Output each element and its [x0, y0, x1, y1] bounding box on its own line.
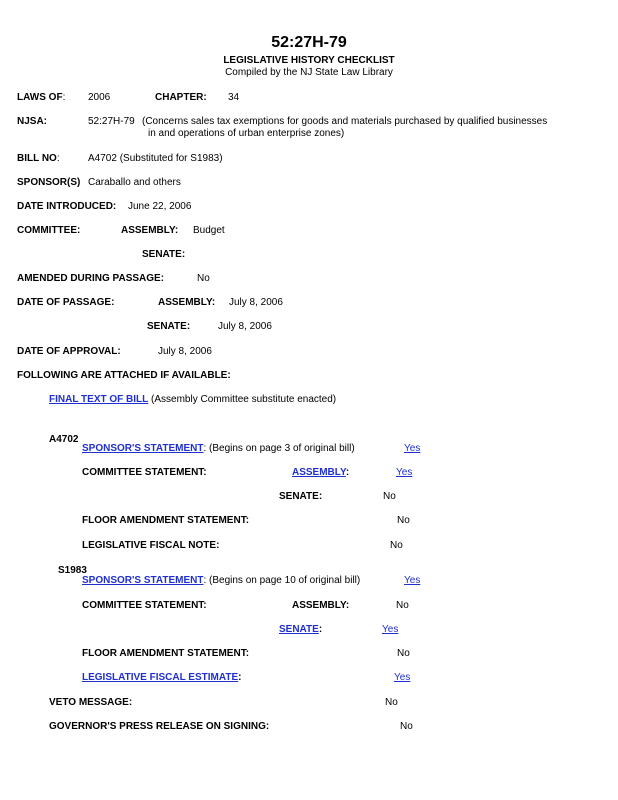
s1983-floor-label: FLOOR AMENDMENT STATEMENT:: [82, 648, 250, 659]
a4702-sponsor-note: : (Begins on page 3 of original bill): [203, 443, 355, 454]
a4702-floor-value: No: [397, 515, 410, 526]
s1983-label: S1983: [58, 565, 87, 576]
a4702-senate-label: SENATE:: [279, 491, 323, 502]
passage-assembly-value: July 8, 2006: [229, 297, 283, 308]
s1983-assembly-value: No: [396, 600, 409, 611]
date-introduced-value: June 22, 2006: [128, 201, 192, 212]
veto-label: VETO MESSAGE:: [49, 697, 133, 708]
njsa-description-line1: (Concerns sales tax exemptions for goods and materials purchased by qualified businesses: [142, 116, 548, 127]
page-title: 52:27H-79: [271, 34, 347, 51]
amended-value: No: [197, 273, 210, 284]
date-introduced-label: DATE INTRODUCED:: [17, 201, 117, 212]
approval-label: DATE OF APPROVAL:: [17, 346, 121, 357]
s1983-sponsor-statement-link[interactable]: SPONSOR'S STATEMENT: [82, 575, 204, 586]
s1983-committee-label: COMMITTEE STATEMENT:: [82, 600, 207, 611]
a4702-senate-value: No: [383, 491, 396, 502]
a4702-sponsor-row: [82, 443, 355, 455]
s1983-fiscal-yes-link[interactable]: Yes: [394, 672, 411, 683]
njsa-description-line2: in and operations of urban enterprise zones): [148, 128, 345, 139]
page-subtitle: LEGISLATIVE HISTORY CHECKLIST: [223, 55, 395, 66]
press-release-label: GOVERNOR'S PRESS RELEASE ON SIGNING:: [49, 721, 270, 732]
sponsor-value: Caraballo and others: [88, 177, 181, 188]
a4702-assembly-yes-link[interactable]: Yes: [396, 467, 413, 478]
final-text-link[interactable]: FINAL TEXT OF BILL: [49, 394, 149, 405]
bill-no-label: BILL NO: [17, 153, 57, 164]
approval-value: July 8, 2006: [158, 346, 212, 357]
s1983-fiscal-colon: :: [238, 672, 242, 683]
committee-senate-label: SENATE:: [142, 249, 186, 260]
laws-of-label: LAWS OF: [17, 92, 63, 103]
a4702-label: A4702: [49, 434, 79, 445]
chapter-label: CHAPTER:: [155, 92, 207, 103]
s1983-senate-colon: :: [318, 624, 323, 635]
final-text-row: [49, 394, 336, 406]
a4702-assembly-colon: :: [345, 467, 350, 478]
a4702-fiscal-value: No: [390, 540, 403, 551]
sponsor-label: SPONSOR(S): [17, 177, 81, 188]
s1983-senate-yes-link[interactable]: Yes: [382, 624, 399, 635]
attached-heading: FOLLOWING ARE ATTACHED IF AVAILABLE:: [17, 370, 231, 381]
njsa-label: NJSA:: [17, 116, 48, 127]
s1983-senate-row: [279, 624, 322, 636]
passage-label: DATE OF PASSAGE:: [17, 297, 115, 308]
a4702-floor-label: FLOOR AMENDMENT STATEMENT:: [82, 515, 250, 526]
a4702-fiscal-label: LEGISLATIVE FISCAL NOTE:: [82, 540, 220, 551]
a4702-sponsor-statement-link[interactable]: SPONSOR'S STATEMENT: [82, 443, 204, 454]
njsa-value: 52:27H-79: [88, 116, 135, 127]
chapter-value: 34: [228, 92, 240, 103]
committee-assembly-label: ASSEMBLY:: [121, 225, 179, 236]
bill-no-label-row: [17, 153, 60, 165]
passage-assembly-label: ASSEMBLY:: [158, 297, 216, 308]
s1983-assembly-label: ASSEMBLY:: [292, 600, 350, 611]
s1983-fiscal-estimate-link[interactable]: LEGISLATIVE FISCAL ESTIMATE: [82, 672, 239, 683]
s1983-sponsor-statement-yes-link[interactable]: Yes: [404, 575, 421, 586]
laws-of-colon: :: [62, 92, 66, 103]
passage-senate-label: SENATE:: [147, 321, 191, 332]
final-text-note: (Assembly Committee substitute enacted): [148, 394, 337, 405]
s1983-fiscal-row: [82, 672, 241, 684]
bill-no-value: A4702 (Substituted for S1983): [88, 153, 223, 164]
veto-value: No: [385, 697, 398, 708]
a4702-committee-label: COMMITTEE STATEMENT:: [82, 467, 207, 478]
bill-no-colon: :: [56, 153, 60, 164]
a4702-assembly-row: [292, 467, 349, 479]
compiled-by: Compiled by the NJ State Law Library: [225, 67, 393, 78]
a4702-sponsor-statement-yes-link[interactable]: Yes: [404, 443, 421, 454]
amended-label: AMENDED DURING PASSAGE:: [17, 273, 165, 284]
laws-of-value: 2006: [88, 92, 111, 103]
press-release-value: No: [400, 721, 413, 732]
laws-of-label-row: [17, 92, 65, 104]
s1983-floor-value: No: [397, 648, 410, 659]
passage-senate-value: July 8, 2006: [218, 321, 272, 332]
s1983-senate-link[interactable]: SENATE: [279, 624, 319, 635]
committee-label: COMMITTEE:: [17, 225, 81, 236]
committee-assembly-value: Budget: [193, 225, 225, 236]
s1983-sponsor-note: : (Begins on page 10 of original bill): [203, 575, 361, 586]
a4702-assembly-link[interactable]: ASSEMBLY: [292, 467, 346, 478]
s1983-sponsor-row: [82, 575, 360, 587]
